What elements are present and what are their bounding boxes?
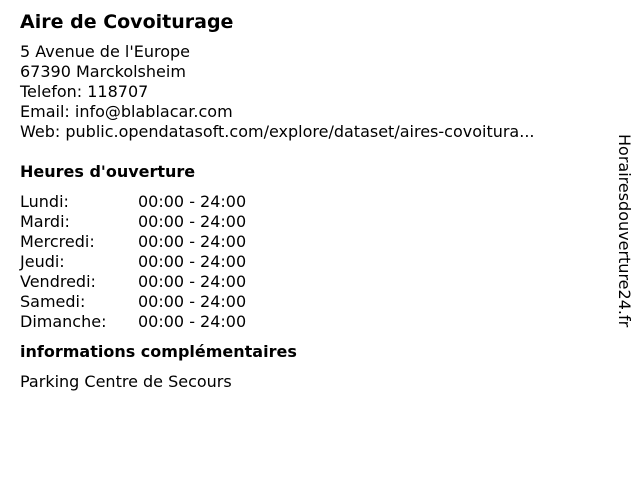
hours-row-saturday [20, 292, 600, 312]
day-label: Mardi: [20, 212, 70, 231]
brand-watermark: Horairesdouverture24.fr [615, 134, 634, 328]
additional-info-text: Parking Centre de Secours [20, 372, 232, 391]
opening-hours-heading: Heures d'ouverture [20, 162, 196, 181]
time-range: 00:00 - 24:00 [138, 272, 247, 291]
day-label: Lundi: [20, 192, 69, 211]
hours-row-wednesday [20, 232, 600, 252]
hours-row-tuesday [20, 212, 600, 232]
time-range: 00:00 - 24:00 [138, 252, 247, 271]
day-label: Vendredi: [20, 272, 96, 291]
day-label: Jeudi: [20, 252, 65, 271]
hours-row-thursday [20, 252, 600, 272]
time-range: 00:00 - 24:00 [138, 312, 247, 331]
website-link[interactable]: Web: public.opendatasoft.com/explore/dataset/aires-covoitura... [20, 122, 535, 141]
day-label: Mercredi: [20, 232, 95, 251]
business-name: Aire de Covoiturage [20, 11, 234, 33]
business-card [20, 10, 600, 392]
day-label: Dimanche: [20, 312, 107, 331]
additional-info-heading: informations complémentaires [20, 342, 297, 361]
email-address[interactable]: Email: info@blablacar.com [20, 102, 233, 121]
hours-row-monday [20, 192, 600, 212]
time-range: 00:00 - 24:00 [138, 192, 247, 211]
address-city: 67390 Marckolsheim [20, 62, 186, 81]
time-range: 00:00 - 24:00 [138, 232, 247, 251]
address-street: 5 Avenue de l'Europe [20, 42, 190, 61]
phone-number[interactable]: Telefon: 118707 [20, 82, 149, 101]
day-label: Samedi: [20, 292, 86, 311]
hours-row-sunday [20, 312, 600, 332]
hours-row-friday [20, 272, 600, 292]
time-range: 00:00 - 24:00 [138, 292, 247, 311]
time-range: 00:00 - 24:00 [138, 212, 247, 231]
